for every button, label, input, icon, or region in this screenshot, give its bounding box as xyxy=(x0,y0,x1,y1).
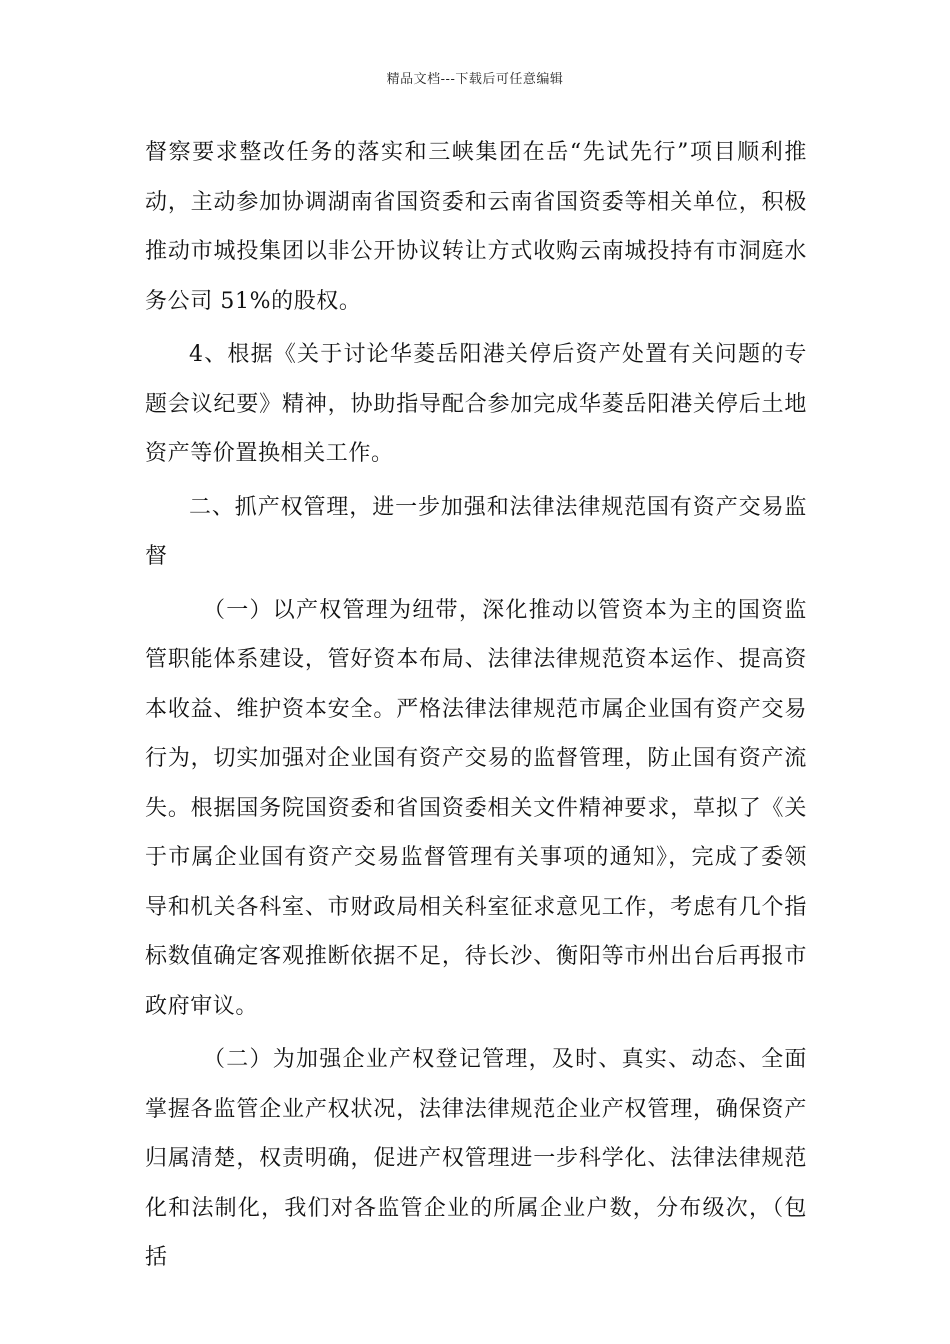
page-header: 精品文档---下载后可任意编辑 xyxy=(386,72,564,87)
paragraph-item-4: 4、根据《关于讨论华菱岳阳港关停后资产处置有关问题的专题会议纪要》精神，协助指导配合参加完成华菱岳阳港关停后土地资产等价置换相关工作。 xyxy=(145,342,807,466)
paragraph-continued: 督察要求整改任务的落实和三峡集团在岳“先试先行”项目顺利推动，主动参加协调湖南省国资委和云南省国资委等相关单位，积极推动市城投集团以非公开协议转让方式收购云南城投持有市洞庭水务公司 51%的股权。 xyxy=(145,140,807,314)
paragraph-sub-1: （一）以产权管理为纽带，深化推动以管资本为主的国资监管职能体系建设，管好资本布局、法律法律规范资本运作、提高资本收益、维护资本安全。严格法律法律规范市属企业国有资产交易行为，切实加强对企业国有资产交易的监督管理，防止国有资产流失。根据国务院国资委和省国资委相关文件精神要求，草拟了《关于市属企业国有资产交易监督管理有关事项的通知》，完成了委领导和机关各科室、市财政局相关科室征求意见工作，考虑有几个指标数值确定客观推断依据不足，待长沙、衡阳等市州出台后再报市政府审议。 xyxy=(145,597,807,1019)
paragraph-sub-2: （二）为加强企业产权登记管理，及时、真实、动态、全面掌握各监管企业产权状况，法律法律规范企业产权管理，确保资产归属清楚，权责明确，促进产权管理进一步科学化、法律法律规范化和法制化，我们对各监管企业的所属企业户数，分布级次，（包括 xyxy=(145,1047,807,1270)
section-heading-2: 二、抓产权管理，进一步加强和法律法律规范国有资产交易监督 xyxy=(145,494,807,569)
document-body xyxy=(145,128,807,1283)
